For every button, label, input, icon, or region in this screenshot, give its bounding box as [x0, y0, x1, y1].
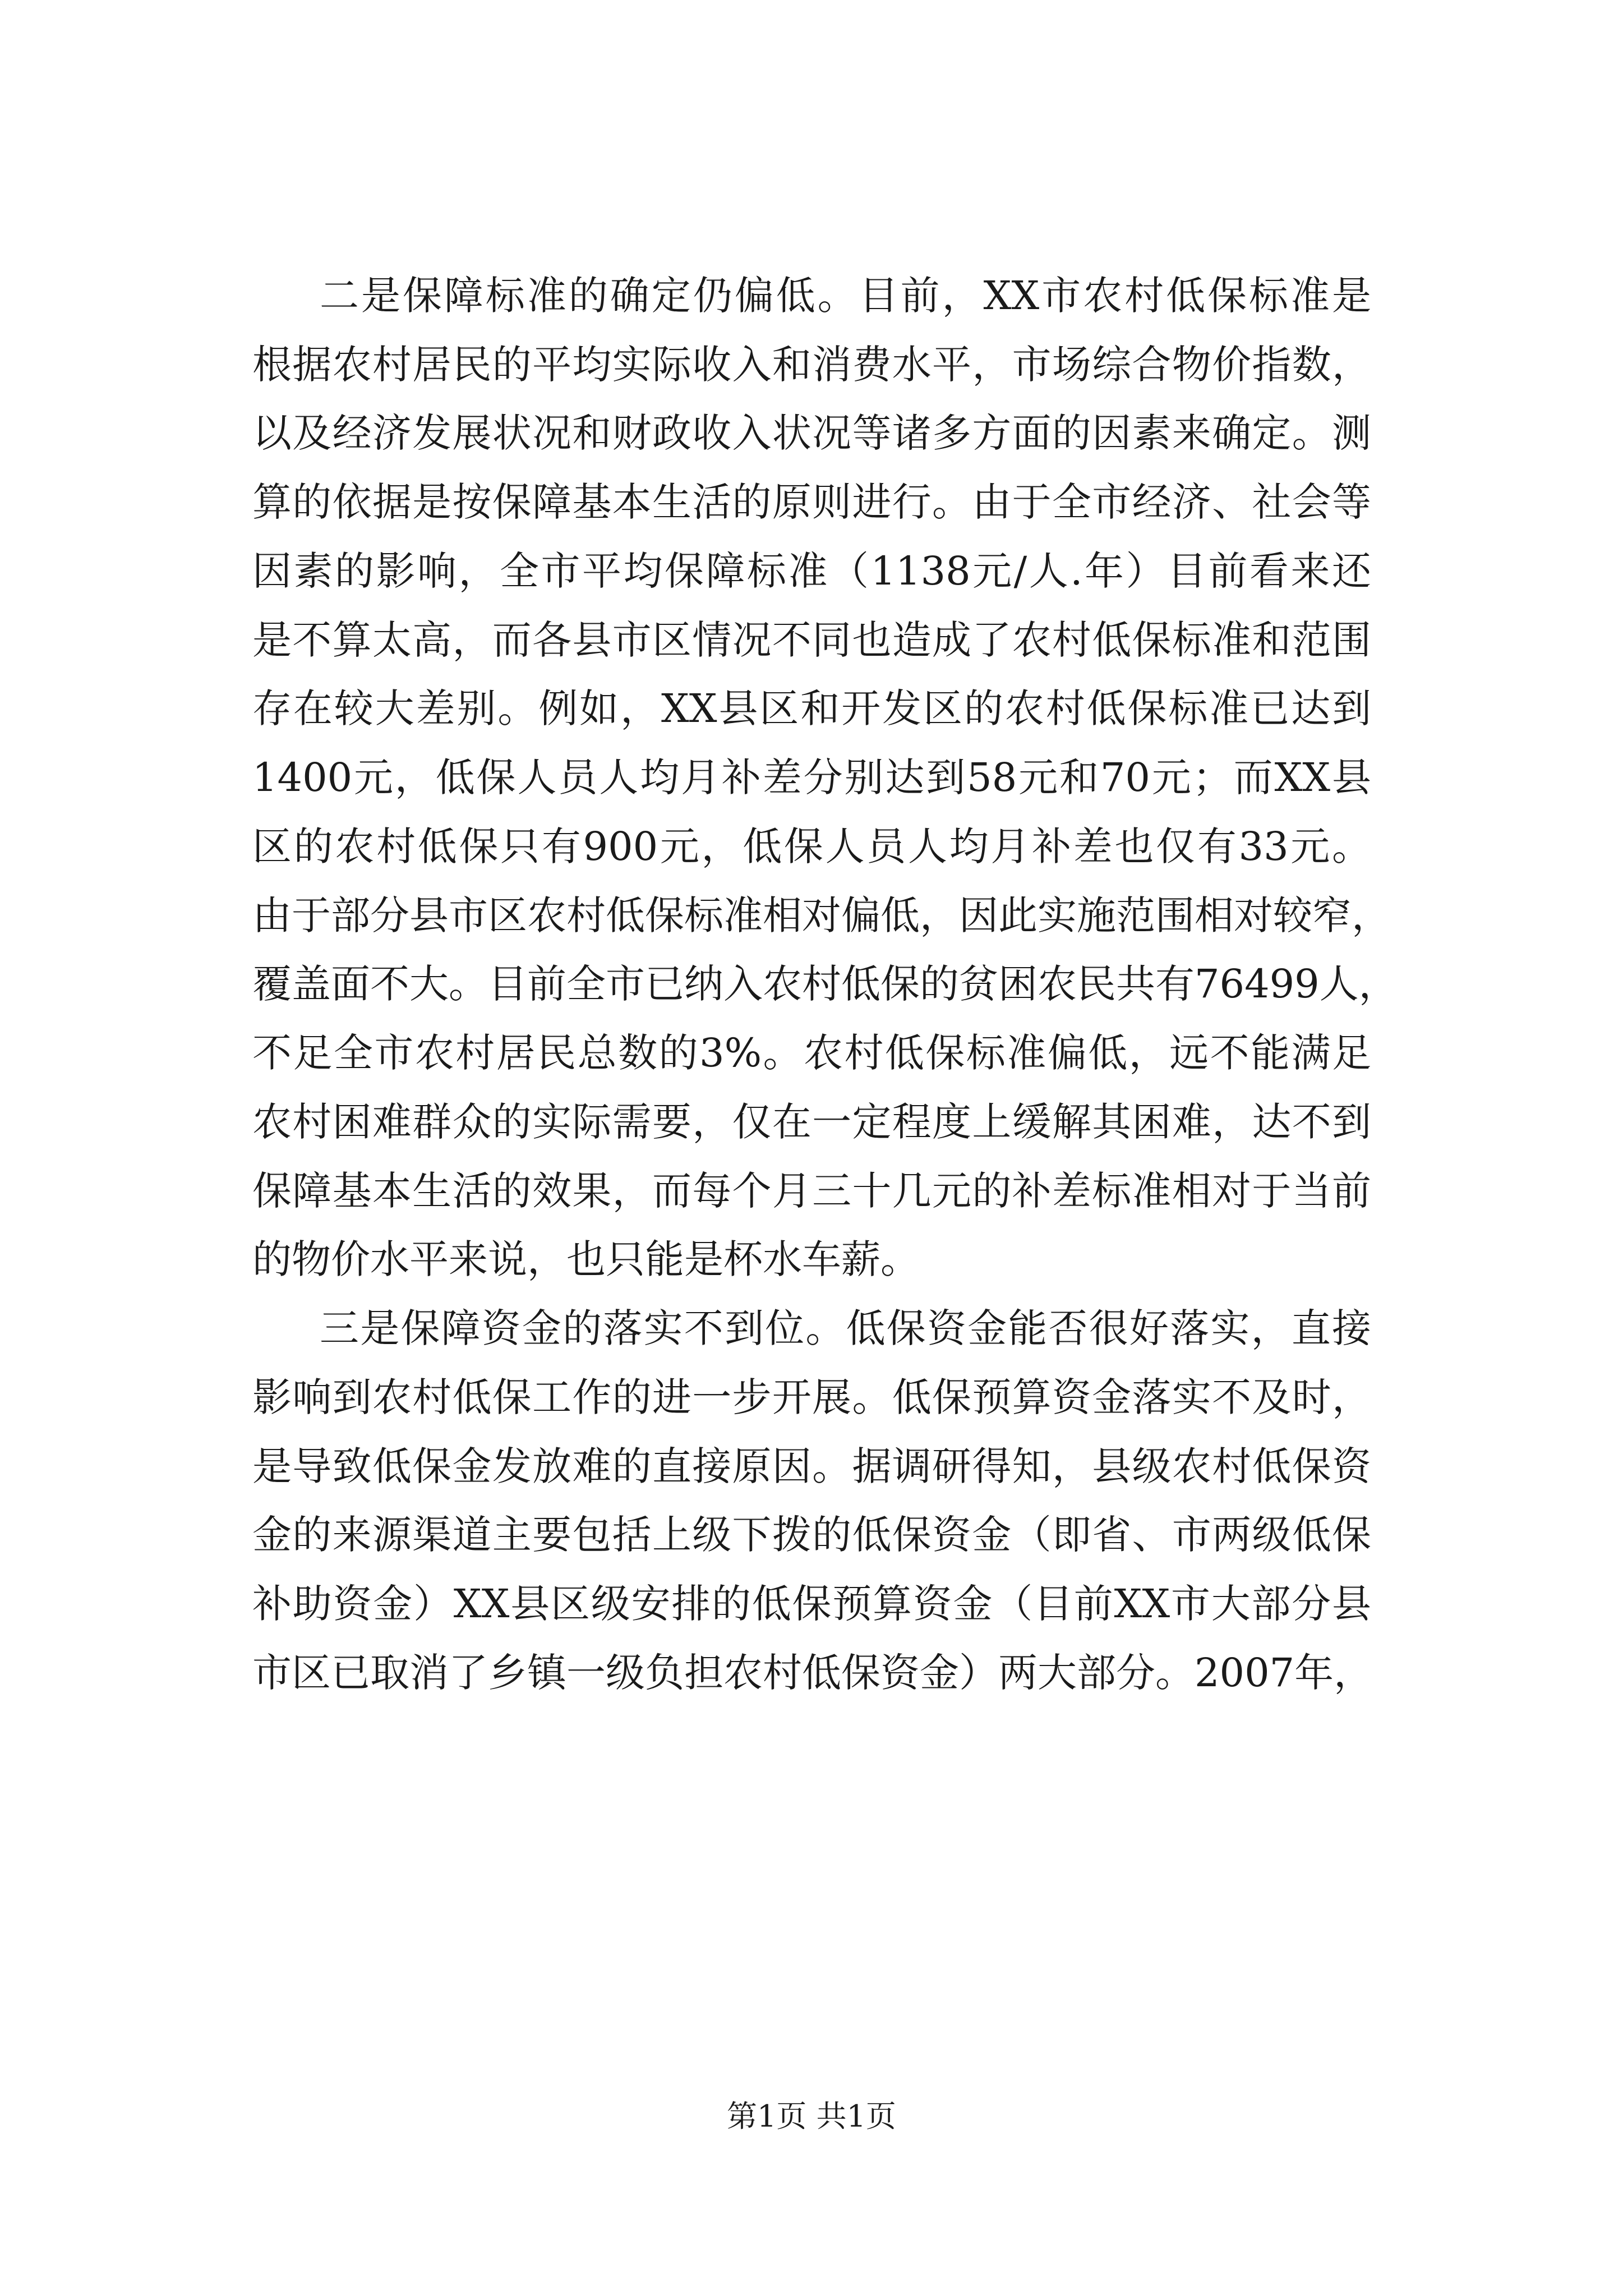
paragraph-line: 农村困难群众的实际需要，仅在一定程度上缓解其困难，达不到 — [252, 1099, 1371, 1145]
paragraph-line: 三是保障资金的落实不到位。低保资金能否很好落实，直接 — [320, 1305, 1371, 1351]
paragraph-line: 是导致低保金发放难的直接原因。据调研得知，县级农村低保资 — [252, 1443, 1371, 1489]
paragraph-line: 的物价水平来说，也只能是杯水车薪。 — [252, 1236, 920, 1282]
paragraph-line: 补助资金）XX县区级安排的低保预算资金（目前XX市大部分县 — [252, 1581, 1371, 1627]
paragraph-line: 影响到农村低保工作的进一步开展。低保预算资金落实不及时， — [252, 1374, 1371, 1420]
paragraph-line: 保障基本生活的效果，而每个月三十几元的补差标准相对于当前 — [252, 1168, 1371, 1214]
paragraph-line: 存在较大差别。例如，XX县区和开发区的农村低保标准已达到 — [252, 685, 1371, 731]
paragraph-line: 以及经济发展状况和财政收入状况等诸多方面的因素来确定。测 — [252, 410, 1371, 456]
paragraph-line: 由于部分县市区农村低保标准相对偏低，因此实施范围相对较窄， — [252, 892, 1391, 938]
paragraph-line: 市区已取消了乡镇一级负担农村低保资金）两大部分。2007年， — [252, 1650, 1373, 1696]
paragraph-line: 算的依据是按保障基本生活的原则进行。由于全市经济、社会等 — [252, 479, 1371, 525]
paragraph-line: 金的来源渠道主要包括上级下拨的低保资金（即省、市两级低保 — [252, 1512, 1371, 1558]
page-footer: 第1页 共1页 — [727, 2099, 896, 2134]
paragraph-line: 不足全市农村居民总数的3%。农村低保标准偏低，远不能满足 — [252, 1030, 1371, 1076]
paragraph-line: 因素的影响，全市平均保障标准（1138元/人.年）目前看来还 — [252, 548, 1371, 594]
paragraph-line: 覆盖面不大。目前全市已纳入农村低保的贫困农民共有76499人， — [252, 961, 1398, 1007]
paragraph-line: 是不算太高，而各县市区情况不同也造成了农村低保标准和范围 — [252, 617, 1371, 663]
paragraph-line: 区的农村低保只有900元，低保人员人均月补差也仅有33元。 — [252, 823, 1371, 869]
paragraph-line: 根据农村居民的平均实际收入和消费水平，市场综合物价指数， — [252, 342, 1371, 388]
paragraph-line: 1400元，低保人员人均月补差分别达到58元和70元；而XX县 — [252, 754, 1371, 800]
paragraph-line: 二是保障标准的确定仍偏低。目前，XX市农村低保标准是 — [320, 273, 1371, 319]
